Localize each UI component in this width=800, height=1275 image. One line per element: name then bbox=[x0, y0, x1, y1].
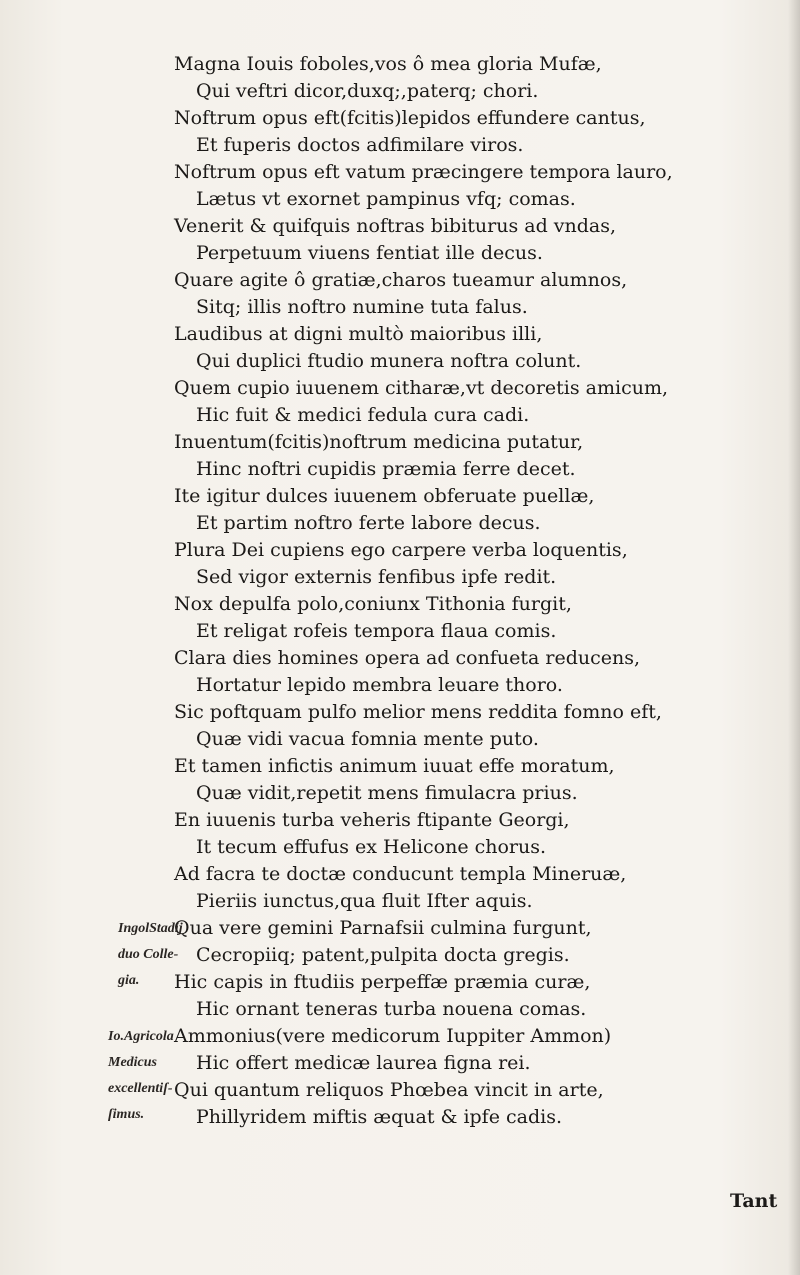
poem-line: Qua vere gemini Parnafsii culmina furgunt, bbox=[174, 917, 592, 939]
poem-line: Quæ vidi vacua fomnia mente puto. bbox=[196, 728, 539, 750]
poem-line: It tecum effufus ex Helicone chorus. bbox=[196, 836, 547, 858]
poem-line: Magna Iouis foboles,vos ô mea gloria Mufæ, bbox=[174, 53, 602, 75]
poem-line: Phillyridem miftis æquat & ipfe cadis. bbox=[196, 1106, 563, 1128]
poem-line: Quare agite ô gratiæ,charos tueamur alumnos, bbox=[174, 269, 628, 291]
poem-line: Ad facra te doctæ conducunt templa Mineruæ, bbox=[174, 863, 627, 885]
poem-line: Laudibus at digni multò maioribus illi, bbox=[174, 323, 543, 345]
margin-note: ſimus. bbox=[108, 1107, 145, 1122]
poem-line: Hic ornant teneras turba nouena comas. bbox=[196, 998, 587, 1020]
poem-line: Cecropiiq; patent,pulpita docta gregis. bbox=[196, 944, 570, 966]
poem-line: Et fuperis doctos adfimilare viros. bbox=[196, 134, 524, 156]
poem-line: Hinc noftri cupidis præmia ferre decet. bbox=[196, 458, 576, 480]
poem-line: Clara dies homines opera ad confueta reducens, bbox=[174, 647, 641, 669]
margin-note: duo Colle- bbox=[118, 947, 179, 962]
poem-line: Perpetuum viuens fentiat ille decus. bbox=[196, 242, 543, 264]
poem-line: Sitq; illis noftro numine tuta falus. bbox=[196, 296, 528, 318]
poem-line: Lætus vt exornet pampinus vfq; comas. bbox=[196, 188, 576, 210]
margin-note: excellentiſ- bbox=[108, 1081, 173, 1096]
poem-line: Nox depulfa polo,coniunx Tithonia furgit, bbox=[174, 593, 572, 615]
poem-line: Hic fuit & medici fedula cura cadi. bbox=[196, 404, 530, 426]
poem-line: Ammonius(vere medicorum Iuppiter Ammon) bbox=[174, 1025, 612, 1047]
margin-note: Io.Agricola bbox=[108, 1029, 174, 1044]
poem-line: Hic capis in ftudiis perpeffæ præmia curæ, bbox=[174, 971, 591, 993]
poem-line: Noftrum opus eft(fcitis)lepidos effundere cantus, bbox=[174, 107, 646, 129]
poem-line: Sed vigor externis fenfibus ipfe redit. bbox=[196, 566, 557, 588]
margin-note: gia. bbox=[118, 973, 140, 988]
poem-line: Qui duplici ftudio munera noftra colunt. bbox=[196, 350, 582, 372]
catchword: Tant bbox=[730, 1190, 778, 1212]
poem-line: Plura Dei cupiens ego carpere verba loquentis, bbox=[174, 539, 628, 561]
poem-line: Qui veftri dicor,duxq;,paterq; chori. bbox=[196, 80, 539, 102]
poem-line: Inuentum(fcitis)noftrum medicina putatur, bbox=[174, 431, 584, 453]
poem-line: Quem cupio iuuenem citharæ,vt decoretis amicum, bbox=[174, 377, 669, 399]
poem-line: Hortatur lepido membra leuare thoro. bbox=[196, 674, 563, 696]
poem-line: Et partim noftro ferte labore decus. bbox=[196, 512, 541, 534]
poem-line: Et religat rofeis tempora flaua comis. bbox=[196, 620, 557, 642]
poem-line: En iuuenis turba veheris ftipante Georgi, bbox=[174, 809, 570, 831]
poem-line: Et tamen infictis animum iuuat effe moratum, bbox=[174, 755, 615, 777]
poem-line: Qui quantum reliquos Phœbea vincit in arte, bbox=[174, 1079, 604, 1101]
poem-line: Quæ vidit,repetit mens fimulacra prius. bbox=[196, 782, 578, 804]
page-edge-shadow bbox=[788, 0, 800, 1275]
poem-line: Ite igitur dulces iuuenem obferuate puellæ, bbox=[174, 485, 595, 507]
poem-line: Pieriis iunctus,qua fluit Ifter aquis. bbox=[196, 890, 533, 912]
margin-note: IngolStadij bbox=[118, 921, 183, 936]
poem-line: Sic poftquam pulfo melior mens reddita fomno eft, bbox=[174, 701, 662, 723]
poem-line: Venerit & quifquis noftras bibiturus ad vndas, bbox=[174, 215, 617, 237]
poem-line: Hic offert medicæ laurea figna rei. bbox=[196, 1052, 531, 1074]
poem-line: Noftrum opus eft vatum præcingere tempora lauro, bbox=[174, 161, 673, 183]
margin-note: Medicus bbox=[108, 1055, 157, 1070]
